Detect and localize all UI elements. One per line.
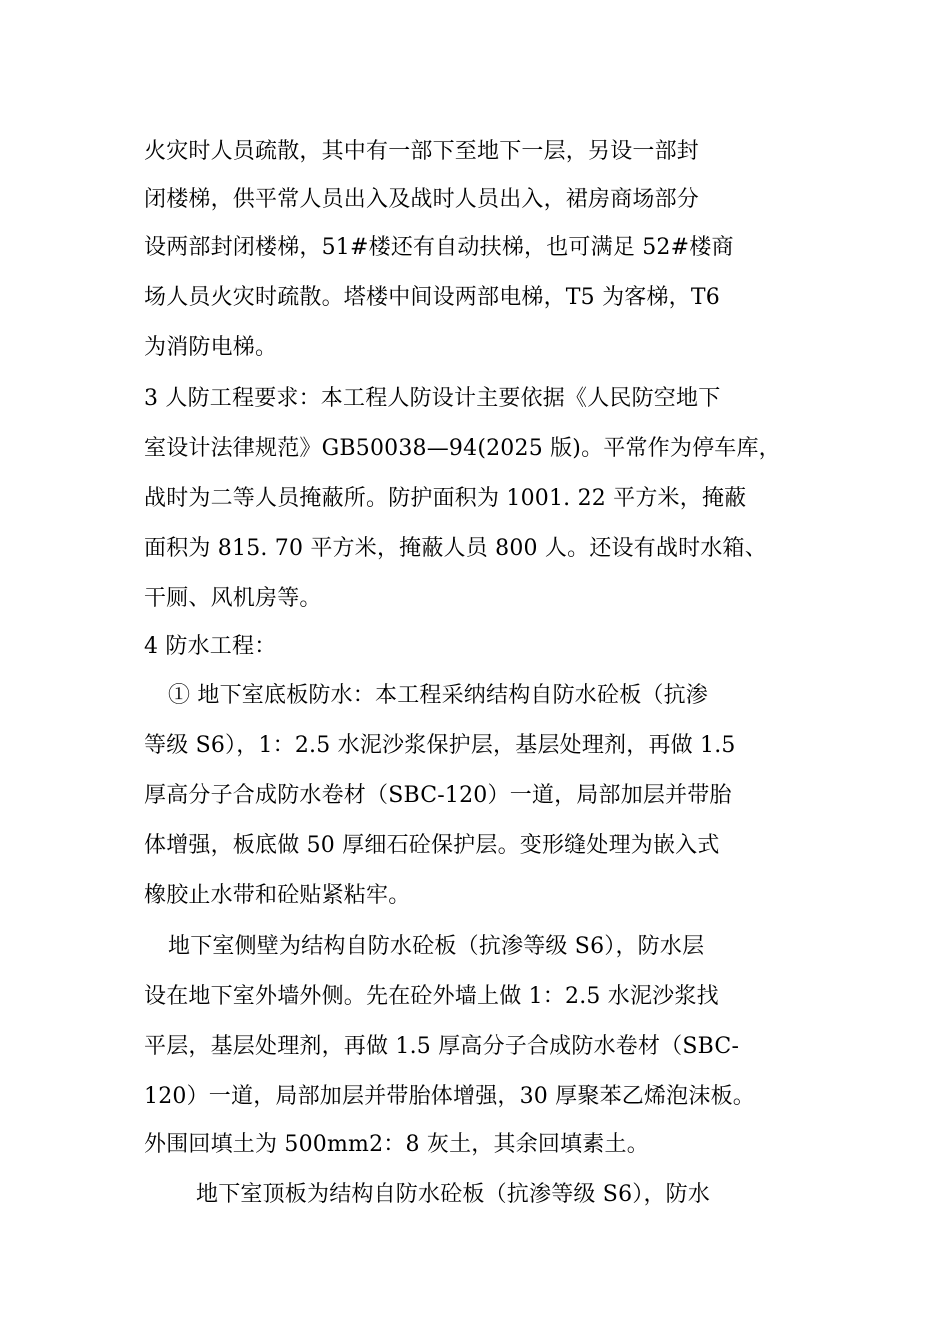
section-heading-civil-defense: 3 人防工程要求：本工程人防设计主要依据《人民防空地下 [144, 386, 721, 411]
text-line: 地下室侧壁为结构自防水砼板（抗渗等级 S6），防水层 [168, 934, 705, 959]
text-line: 为消防电梯。 [144, 335, 278, 360]
text-line: ① 地下室底板防水：本工程采纳结构自防水砼板（抗渗 [168, 683, 708, 708]
text-line: 橡胶止水带和砼贴紧粘牢。 [144, 883, 411, 908]
text-line: 设在地下室外墙外侧。先在砼外墙上做 1：2.5 水泥沙浆找 [144, 984, 719, 1009]
text-line: 面积为 815. 70 平方米，掩蔽人员 800 人。还设有战时水箱、 [144, 536, 767, 561]
text-line: 地下室顶板为结构自防水砼板（抗渗等级 S6），防水 [196, 1182, 711, 1207]
text-line: 干厕、风机房等。 [144, 586, 322, 611]
text-line: 平层，基层处理剂，再做 1.5 厚高分子合成防水卷材（SBC- [144, 1034, 740, 1059]
text-line: 场人员火灾时疏散。塔楼中间设两部电梯，T5 为客梯，T6 [144, 285, 720, 310]
text-line: 设两部封闭楼梯，51#楼还有自动扶梯，也可满足 52#楼商 [144, 235, 734, 260]
text-line: 等级 S6），1：2.5 水泥沙浆保护层，基层处理剂，再做 1.5 [144, 733, 736, 758]
text-line: 120）一道，局部加层并带胎体增强，30 厚聚苯乙烯泡沫板。 [144, 1084, 755, 1109]
text-line: 体增强，板底做 50 厚细石砼保护层。变形缝处理为嵌入式 [144, 833, 720, 858]
text-line: 战时为二等人员掩蔽所。防护面积为 1001. 22 平方米，掩蔽 [144, 486, 747, 511]
text-line: 室设计法律规范》GB50038—94(2025 版)。平常作为停车库， [144, 436, 781, 461]
text-line: 外围回填土为 500mm2：8 灰土，其余回填素土。 [144, 1132, 649, 1157]
section-heading-waterproofing: 4 防水工程： [144, 634, 277, 659]
text-line: 厚高分子合成防水卷材（SBC-120）一道，局部加层并带胎 [144, 783, 732, 808]
text-line: 火灾时人员疏散，其中有一部下至地下一层，另设一部封 [144, 139, 700, 164]
text-line: 闭楼梯，供平常人员出入及战时人员出入，裙房商场部分 [144, 187, 700, 212]
